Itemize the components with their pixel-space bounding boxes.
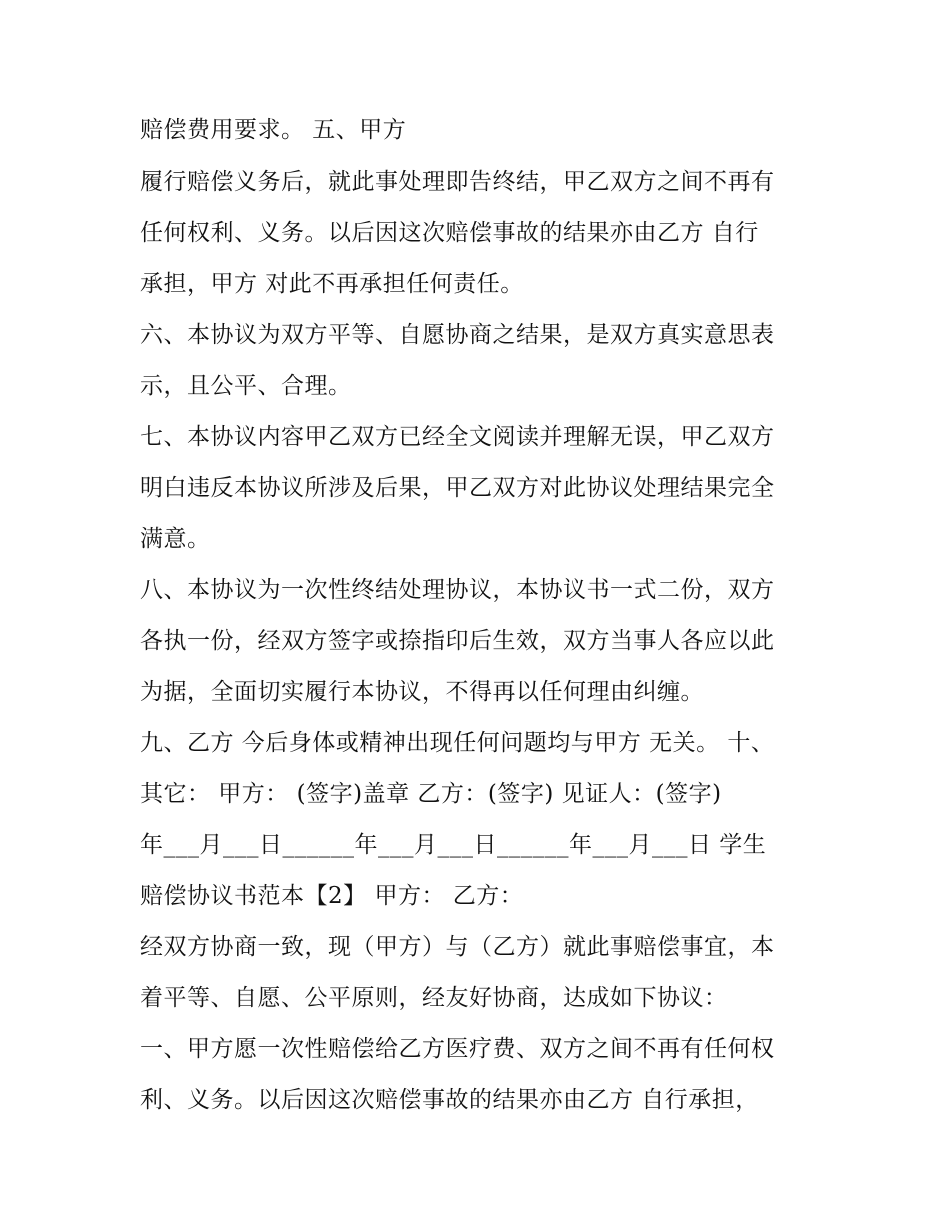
- text-line: 履行赔偿义务后，就此事处理即告终结，甲乙双方之间不再有: [140, 169, 775, 195]
- text-line: 各执一份，经双方签字或捺指印后生效，双方当事人各应以此: [140, 628, 775, 654]
- text-line: 利、义务。以后因这次赔偿事故的结果亦由乙方 自行承担，: [140, 1087, 759, 1113]
- text-line: 着平等、自愿、公平原则，经友好协商，达成如下协议：: [140, 985, 728, 1011]
- text-line: 八、本协议为一次性终结处理协议，本协议书一式二份，双方: [140, 577, 775, 603]
- text-line: 满意。: [140, 526, 211, 552]
- text-line: 赔偿费用要求。 五、甲方: [140, 117, 407, 143]
- text-line: 一、甲方愿一次性赔偿给乙方医疗费、双方之间不再有任何权: [140, 1036, 775, 1062]
- text-line: 年___月___日______年___月___日______年___月___日 学生: [140, 832, 767, 858]
- text-line: 九、乙方 今后身体或精神出现任何问题均与甲方 无关。 十、: [140, 730, 775, 756]
- text-line: 六、本协议为双方平等、自愿协商之结果，是双方真实意思表: [140, 322, 775, 348]
- text-line: 任何权利、义务。以后因这次赔偿事故的结果亦由乙方 自行: [140, 220, 759, 246]
- text-line: 七、本协议内容甲乙双方已经全文阅读并理解无误，甲乙双方: [140, 424, 775, 450]
- text-line: 其它： 甲方： (签字)盖章 乙方：(签字) 见证人：(签字): [140, 781, 722, 807]
- text-line: 示，且公平、合理。: [140, 373, 352, 399]
- text-line: 赔偿协议书范本【2】 甲方： 乙方：: [140, 883, 524, 909]
- text-line: 承担，甲方 对此不再承担任何责任。: [140, 271, 524, 297]
- text-line: 明白违反本协议所涉及后果，甲乙双方对此协议处理结果完全: [140, 475, 775, 501]
- text-line: 为据，全面切实履行本协议，不得再以任何理由纠缠。: [140, 679, 704, 705]
- text-line: 经双方协商一致，现（甲方）与（乙方）就此事赔偿事宜，本: [140, 934, 775, 960]
